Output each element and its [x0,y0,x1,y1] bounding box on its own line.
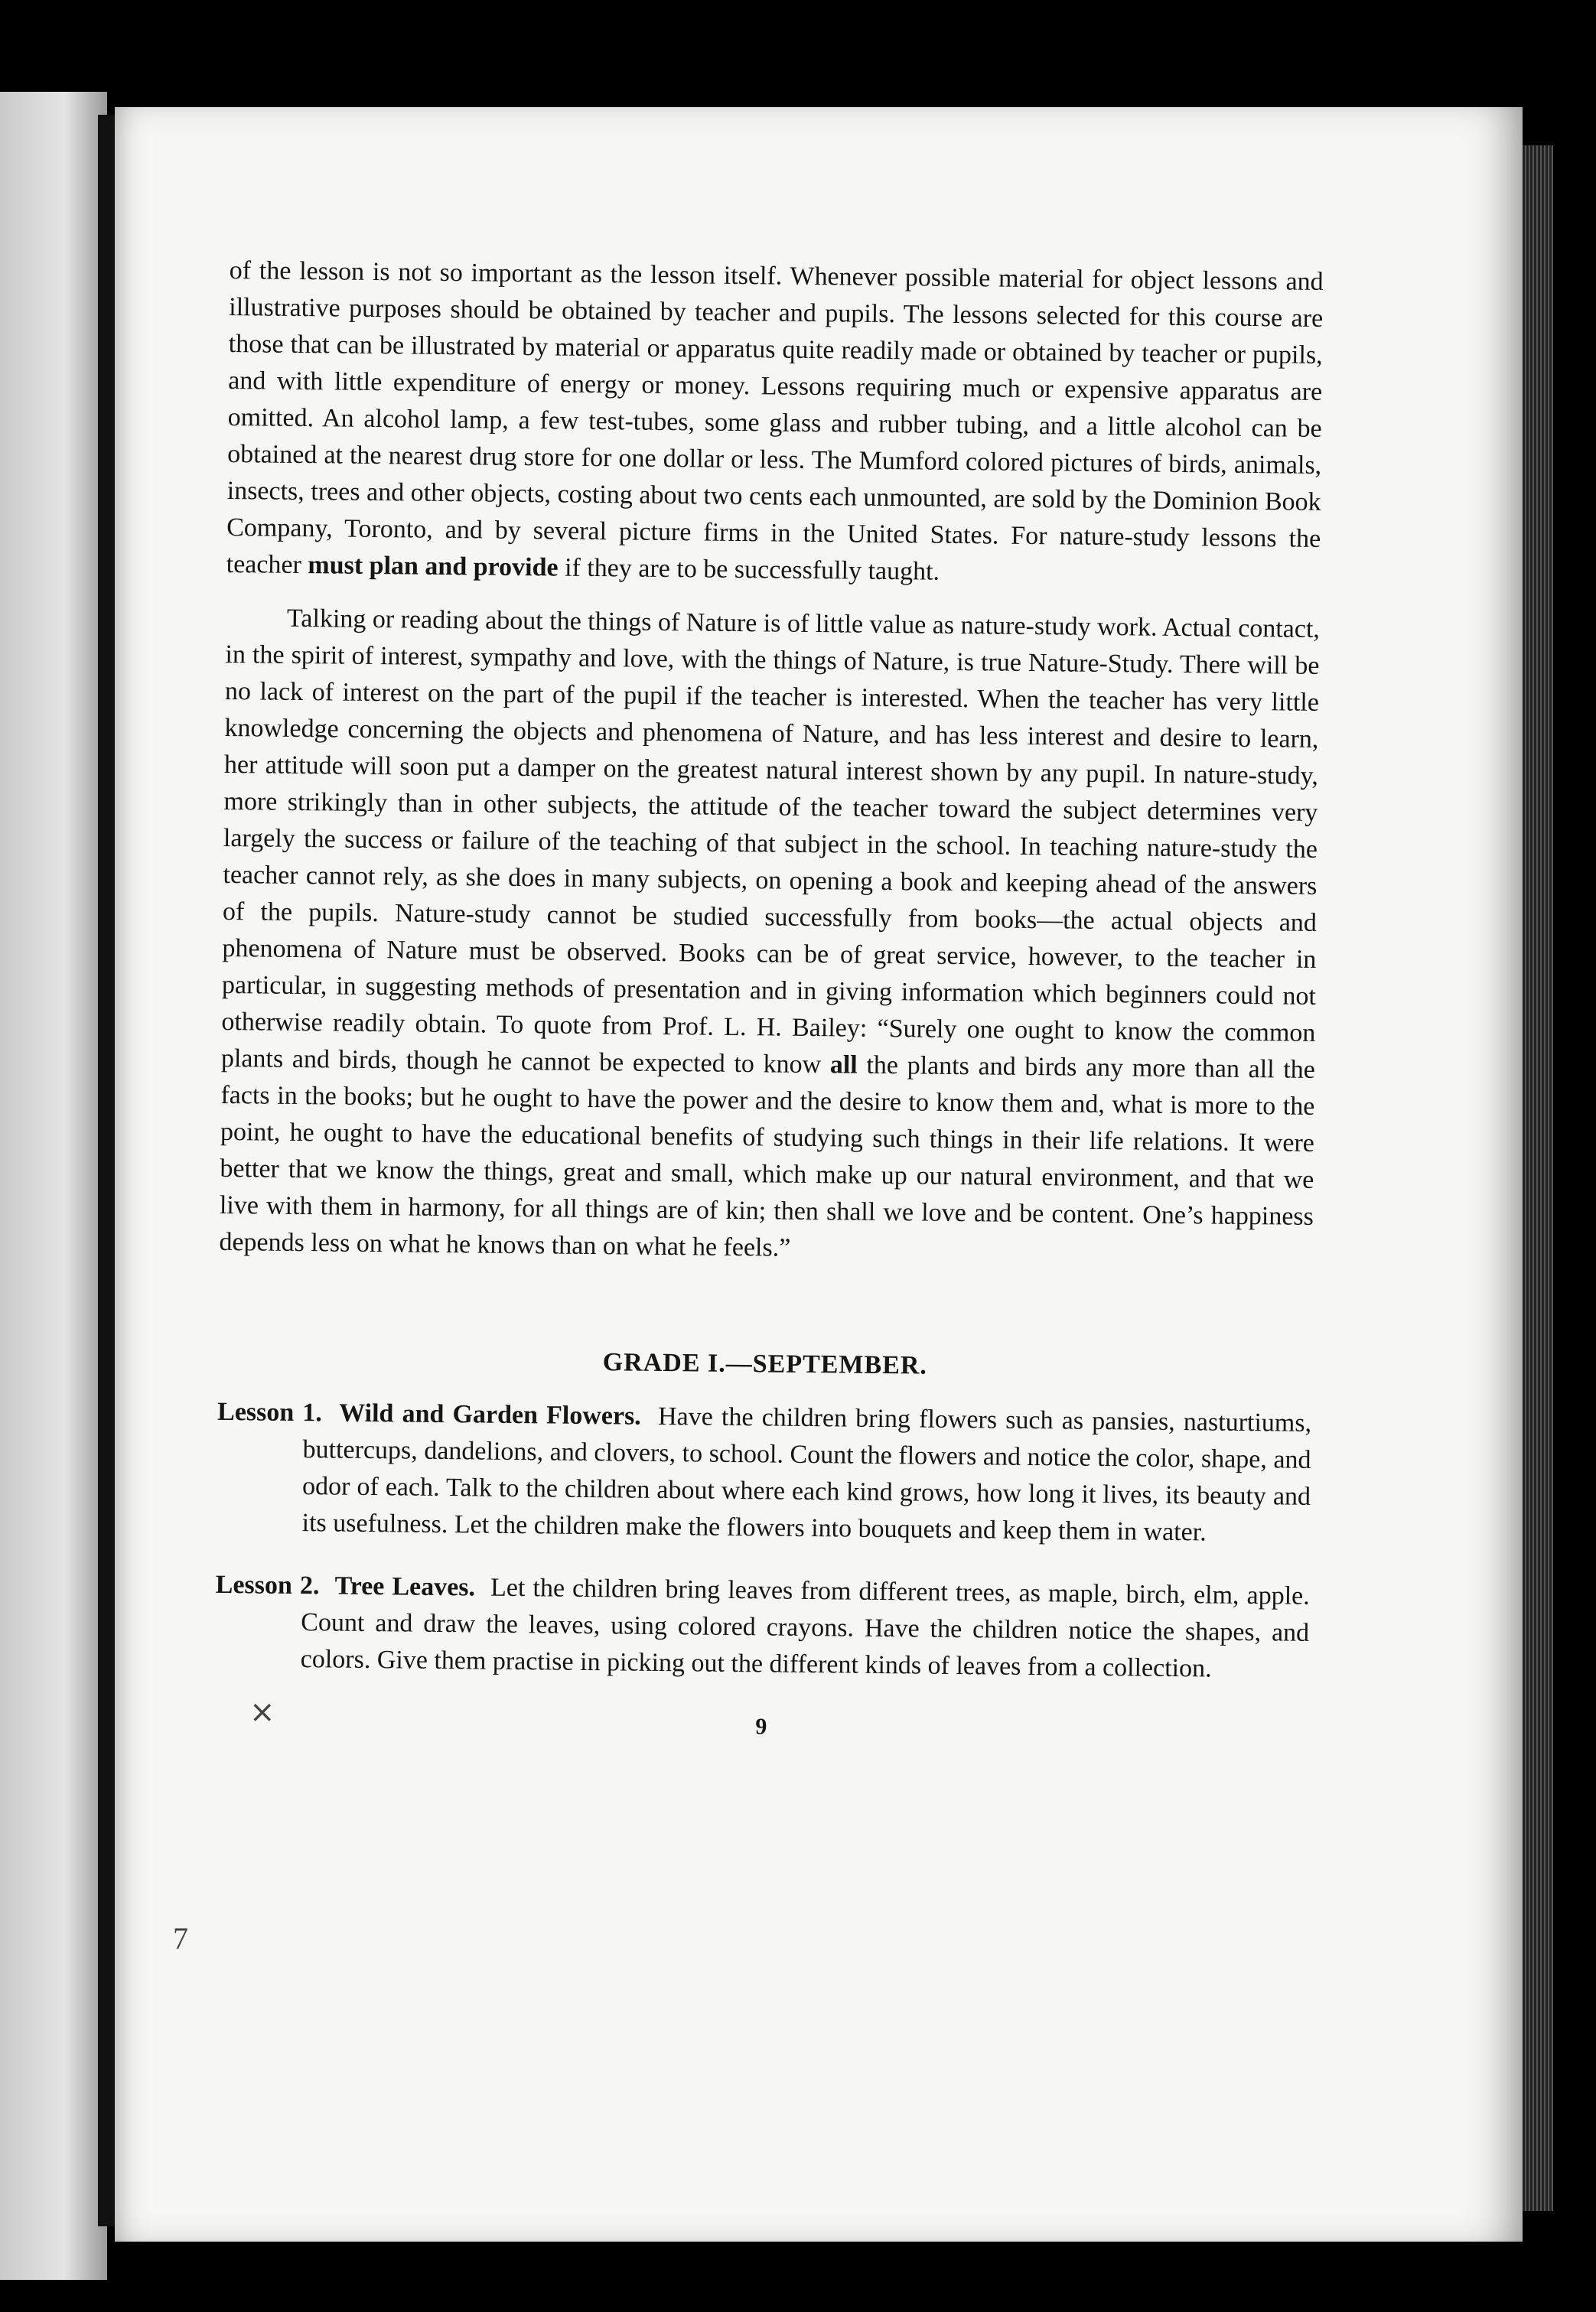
lesson-2-label: Lesson 2. [215,1570,320,1600]
lesson-2 [215,1567,1310,1688]
lesson-1-title: Wild and Garden Flowers. [339,1399,641,1431]
paragraph-1-emphasis: must plan and provide [308,551,559,582]
lesson-1-label: Lesson 1. [217,1397,323,1428]
lesson-1 [216,1394,1311,1552]
paragraph-2-text-a: Talking or reading about the things of Nature is of little value as nature-study work. Actual contact, in the spirit of interest, sympathy and love, with the things of Nature, is true Nature-Study. There will be no lack of interest on the part of the pupil if the teacher is interested. When the teacher has very little knowledge concerning the objects and phenomena of Nature, and has less interest and desire to learn, her attitude will soon put a damper on the greatest natural interest shown by any pupil. In nature-study, more strikingly than in other subjects, the attitude of the teacher toward the subject determines very largely the success or failure of the teaching of that subject in the school. In teaching nature-study the teacher cannot rely, as she does in many subjects, on opening a book and keeping ahead of the answers of the pupils. Nature-study cannot be studied successfully from books—the actual objects and phenomena of Nature must be observed. Books can be of great service, however, to the teacher in particular, in suggesting methods of presentation and in giving information which beginners could not otherwise readily obtain. To quote from Prof. L. H. Bailey: “Surely one ought to know the common plants and birds, though he cannot be expected to know [220,604,1321,1079]
pencil-mark-x: × [249,1695,275,1730]
paragraph-1-text-b: if they are to be successfully taught. [558,553,940,586]
page-number: 9 [755,1714,767,1740]
book-gutter [98,115,115,2226]
section-heading: GRADE I.—SEPTEMBER. [602,1348,928,1380]
book-page [115,107,1523,2242]
paragraph-1-text-a: of the lesson is not so important as the lesson itself. Whenever possible material for object lessons and illustrative purposes should be obtained by teacher and pupils. The lessons selected for this course are those that can be illustrated by material or apparatus quite readily made or obtained by teacher or pupils, and with little expenditure of energy or money. Lessons requiring much or expensive apparatus are omitted. An alcohol lamp, a few test-tubes, some glass and rubber tubing, and a little alcohol can be obtained at the nearest drug store for one dollar or less. The Mumford colored pictures of birds, animals, insects, trees and other objects, costing about two cents each unmounted, are sold by the Dominion Book Company, Toronto, and by several picture firms in the United States. For nature-study lessons the teacher [226,256,1324,580]
page-stack-edge [1523,145,1553,2211]
page-text [214,252,1324,1751]
pencil-mark-seven: 7 [173,1921,188,1955]
facing-page-edge [0,92,107,2280]
paragraph-2-emphasis: all [829,1050,858,1079]
paragraph-2-text-b: the plants and birds any more than all the facts in the books; but he ought to have the power and the desire to know them and, what is more to the point, he ought to have the educational benefits of studying such things in their life relations. It were better that we know the things, great and small, which make up our natural environment, and that we live with them in harmony, for all things are of kin; then shall we love and be content. One’s happiness depends less on what he knows than on what he feels.” [219,1050,1316,1262]
paragraph-1 [226,252,1323,594]
paragraph-2 [219,600,1320,1272]
lesson-2-title: Tree Leaves. [334,1571,476,1602]
lesson-1-text: Have the children bring flowers such as pansies, nasturtiums, buttercups, dandelions, and clovers, to school. Count the flowers and notice the color, shape, and odor of each. Talk to the children about where each kind grows, how long it lives, its beauty and its usefulness. Let the children make the flowers into bouquets and keep them in water. [301,1402,1312,1547]
lesson-2-text: Let the children bring leaves from different trees, as maple, birch, elm, apple. Count and draw the leaves, using colored crayons. Have the children notice the shapes, and colors. Give them practise in picking out the different kinds of leaves from a collection. [300,1573,1310,1683]
